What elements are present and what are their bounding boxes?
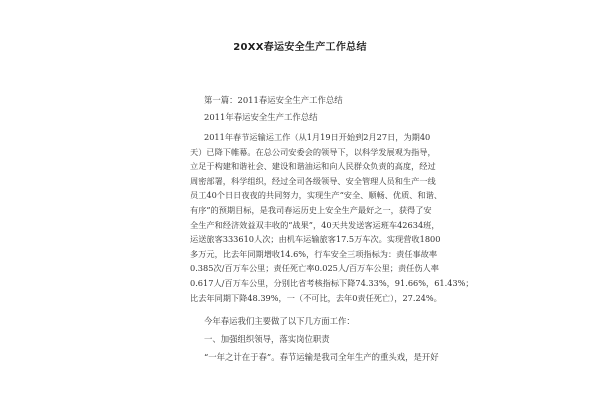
intro-line: 今年春运我们主要做了以下几方面工作： bbox=[204, 316, 355, 326]
paragraph-line: 员工40个日日夜夜的共同努力，实现生产“安全、顺畅、优质、和谐、 bbox=[190, 190, 443, 201]
paragraph-line: 有序”的预期目标，是我司春运历史上安全生产最好之一，获得了安 bbox=[190, 204, 432, 215]
paragraph-line: 运送旅客333610人次；由机车运输旅客17.5万车次。实现营收1800 bbox=[190, 234, 441, 245]
paragraph-line: 全生产和经济效益双丰收的“战果”，40天共发送客运班车42634班， bbox=[190, 219, 440, 230]
item-1-heading: 一、加强组织领导，落实岗位职责 bbox=[204, 334, 330, 344]
paragraph-line: 2011年春节运输运工作（从1月19日开始到2月27日，为期40 bbox=[204, 132, 431, 142]
paragraph-line: 多万元，比去年同期增收14.6%，行车安全三项指标为：责任事故率 bbox=[190, 248, 438, 259]
paragraph-line: 比去年同期下降48.39%，一（不可比，去年0责任死亡），27.24%。 bbox=[190, 292, 442, 303]
paragraph-line: 0.385次/百万车公里；责任死亡率0.025人/百万车公里；责任伤人率 bbox=[190, 263, 439, 274]
paragraph-1 bbox=[190, 130, 474, 305]
paragraph-line: 天）已降下帷幕。在总公司安委会的领导下，以科学发展观为指导， bbox=[190, 146, 436, 157]
section-heading: 第一篇：2011春运安全生产工作总结 bbox=[204, 95, 343, 105]
document-title: 20XX春运安全生产工作总结 bbox=[233, 42, 367, 53]
paragraph-line: 0.617人/百万车公里，分别比省考核指标下降74.33%，91.66%，61.43%； bbox=[190, 277, 474, 288]
paragraph-line: 周密部署，科学组织，经过全司各级领导、安全管理人员和生产一线 bbox=[190, 175, 436, 186]
document-subtitle: 2011年春运安全生产工作总结 bbox=[204, 112, 318, 122]
item-1-text: “一年之计在于春”。春节运输是我司全年生产的重头戏，是开好 bbox=[204, 352, 439, 362]
paragraph-line: 立足于构建和谐社会、建设和谐油运和向人民群众负责的高度，经过 bbox=[190, 161, 436, 172]
